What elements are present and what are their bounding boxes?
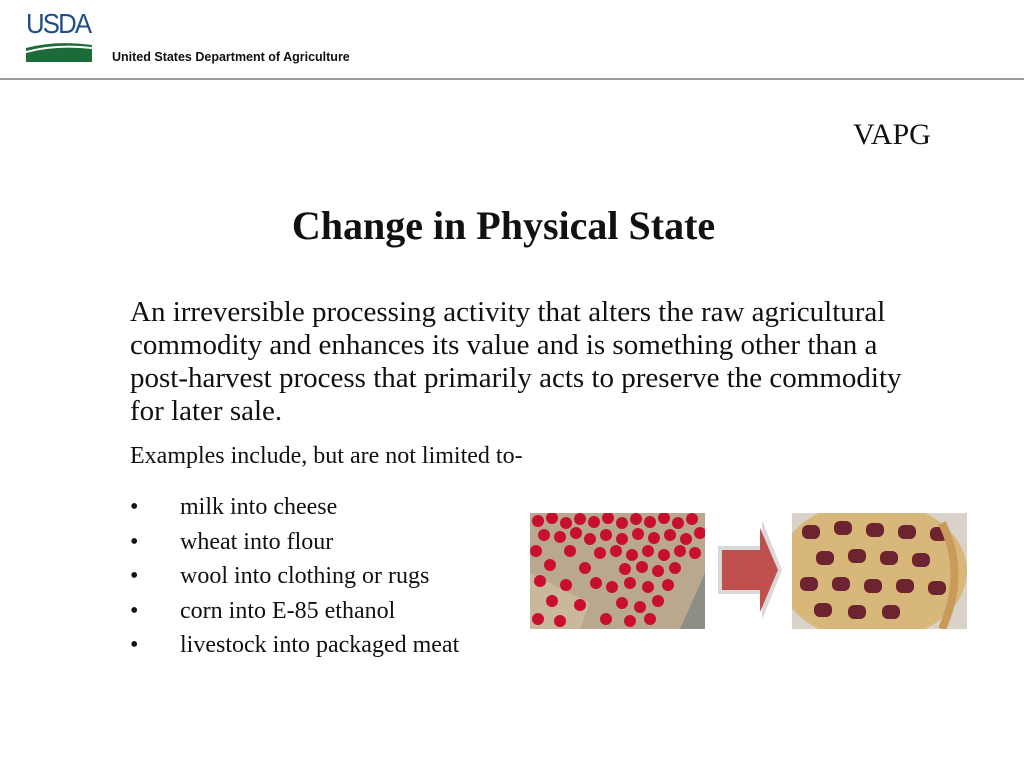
bullet-icon: • <box>130 632 139 658</box>
program-tag: VAPG <box>853 118 931 151</box>
usda-field-icon <box>26 42 92 62</box>
bullet-icon: • <box>130 563 139 589</box>
slide-title: Change in Physical State <box>291 203 716 248</box>
example-text: wheat into flour <box>180 528 334 555</box>
list-item <box>130 492 459 527</box>
examples-list <box>130 492 459 665</box>
definition-text: An irreversible processing activity that alters the raw agricultural commodity and enhances its value and is something other than a post-harvest process that primarily acts to preserve the commodity for later sale. <box>130 296 902 427</box>
right-arrow-icon <box>714 516 784 624</box>
list-item <box>130 561 459 596</box>
list-item <box>130 630 459 665</box>
example-text: livestock into packaged meat <box>180 632 460 658</box>
list-item <box>130 527 459 562</box>
example-text: corn into E-85 ethanol <box>180 597 396 624</box>
bullet-icon: • <box>130 597 139 624</box>
examples-intro: Examples include, but are not limited to- <box>130 443 523 469</box>
bullet-icon: • <box>130 528 139 555</box>
example-text: wool into clothing or rugs <box>180 563 430 589</box>
cherries-image <box>530 513 705 629</box>
usda-logo-text: USDA <box>26 8 91 39</box>
header-divider <box>0 78 1024 80</box>
example-text: milk into cheese <box>180 494 338 520</box>
bullet-icon: • <box>130 494 139 520</box>
list-item <box>130 596 459 631</box>
slide-header <box>0 0 1024 80</box>
usda-logo <box>26 8 94 64</box>
cherry-pie-image <box>792 513 967 629</box>
agency-name: United States Department of Agriculture <box>112 50 350 64</box>
